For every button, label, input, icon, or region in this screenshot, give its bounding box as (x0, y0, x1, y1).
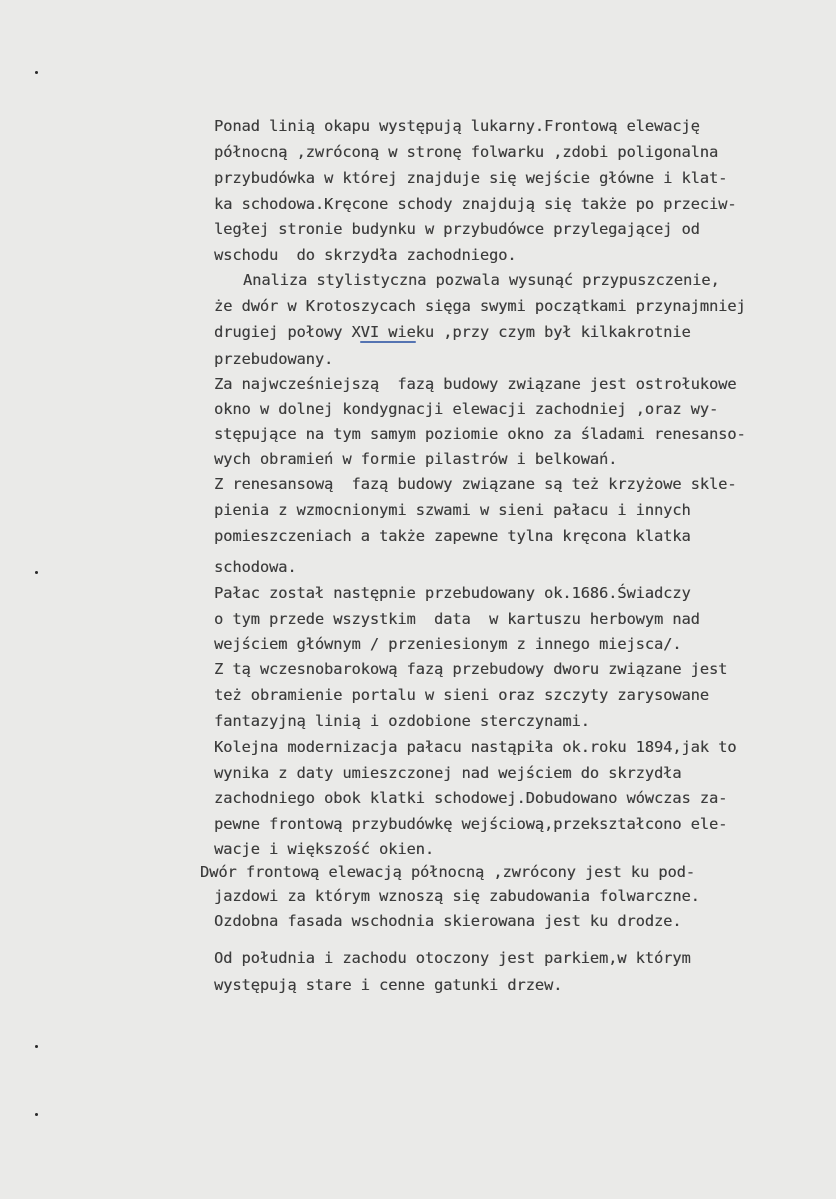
margin-mark (35, 1113, 38, 1116)
text-line: wynika z daty umieszczonej nad wejściem do skrzydła (214, 764, 682, 782)
text-line: jazdowi za którym wznoszą się zabudowania folwarczne. (214, 887, 700, 905)
margin-mark (35, 1045, 38, 1048)
text-line: ka schodowa.Kręcone schody znajdują się także po przeciw- (214, 195, 737, 213)
text-line: schodowa. (214, 558, 297, 576)
text-line: o tym przede wszystkim data w kartuszu herbowym nad (214, 610, 700, 628)
text-line: przebudowany. (214, 350, 334, 368)
text-line: północną ,zwróconą w stronę folwarku ,zdobi poligonalna (214, 143, 719, 161)
text-line: Pałac został następnie przebudowany ok.1686.Świadczy (214, 584, 691, 602)
text-line: fantazyjną linią i ozdobione sterczynami. (214, 712, 590, 730)
text-line: Ponad linią okapu występują lukarny.Frontową elewację (214, 117, 700, 135)
text-line: ległej stronie budynku w przybudówce przylegającej od (214, 220, 700, 238)
text-line: że dwór w Krotoszycach sięga swymi początkami przynajmniej (214, 297, 746, 315)
text-line: wych obramień w formie pilastrów i belkowań. (214, 450, 618, 468)
text-line: Dwór frontową elewacją północną ,zwrócony jest ku pod- (200, 863, 695, 881)
text-line: stępujące na tym samym poziomie okno za śladami renesanso- (214, 425, 746, 443)
text-line: też obramienie portalu w sieni oraz szczyty zarysowane (214, 686, 709, 704)
text-line: wacje i większość okien. (214, 840, 434, 858)
text-line: Ozdobna fasada wschodnia skierowana jest ku drodze. (214, 912, 682, 930)
margin-mark (35, 571, 38, 574)
text-line: Za najwcześniejszą fazą budowy związane jest ostrołukowe (214, 375, 737, 393)
handwritten-underline (360, 341, 416, 343)
text-line: Kolejna modernizacja pałacu nastąpiła ok.roku 1894,jak to (214, 738, 737, 756)
text-line: przybudówka w której znajduje się wejście główne i klat- (214, 169, 728, 187)
text-line: Analiza stylistyczna pozwala wysunąć przypuszczenie, (243, 271, 720, 289)
text-line: pewne frontową przybudówkę wejściową,przekształcono ele- (214, 815, 728, 833)
text-line: pienia z wzmocnionymi szwami w sieni pałacu i innych (214, 501, 691, 519)
text-line: okno w dolnej kondygnacji elewacji zachodniej ,oraz wy- (214, 400, 719, 418)
text-line: pomieszczeniach a także zapewne tylna kręcona klatka (214, 527, 691, 545)
text-line: Z renesansową fazą budowy związane są też krzyżowe skle- (214, 475, 737, 493)
text-line: Z tą wczesnobarokową fazą przebudowy dworu związane jest (214, 660, 728, 678)
text-line: wejściem głównym / przeniesionym z innego miejsca/. (214, 635, 682, 653)
text-line: Od południa i zachodu otoczony jest parkiem,w którym (214, 949, 691, 967)
text-line: wschodu do skrzydła zachodniego. (214, 246, 517, 264)
text-line: występują stare i cenne gatunki drzew. (214, 976, 563, 994)
text-line: zachodniego obok klatki schodowej.Dobudowano wówczas za- (214, 789, 728, 807)
margin-mark (35, 71, 38, 74)
text-line: drugiej połowy XVI wieku ,przy czym był kilkakrotnie (214, 323, 691, 341)
